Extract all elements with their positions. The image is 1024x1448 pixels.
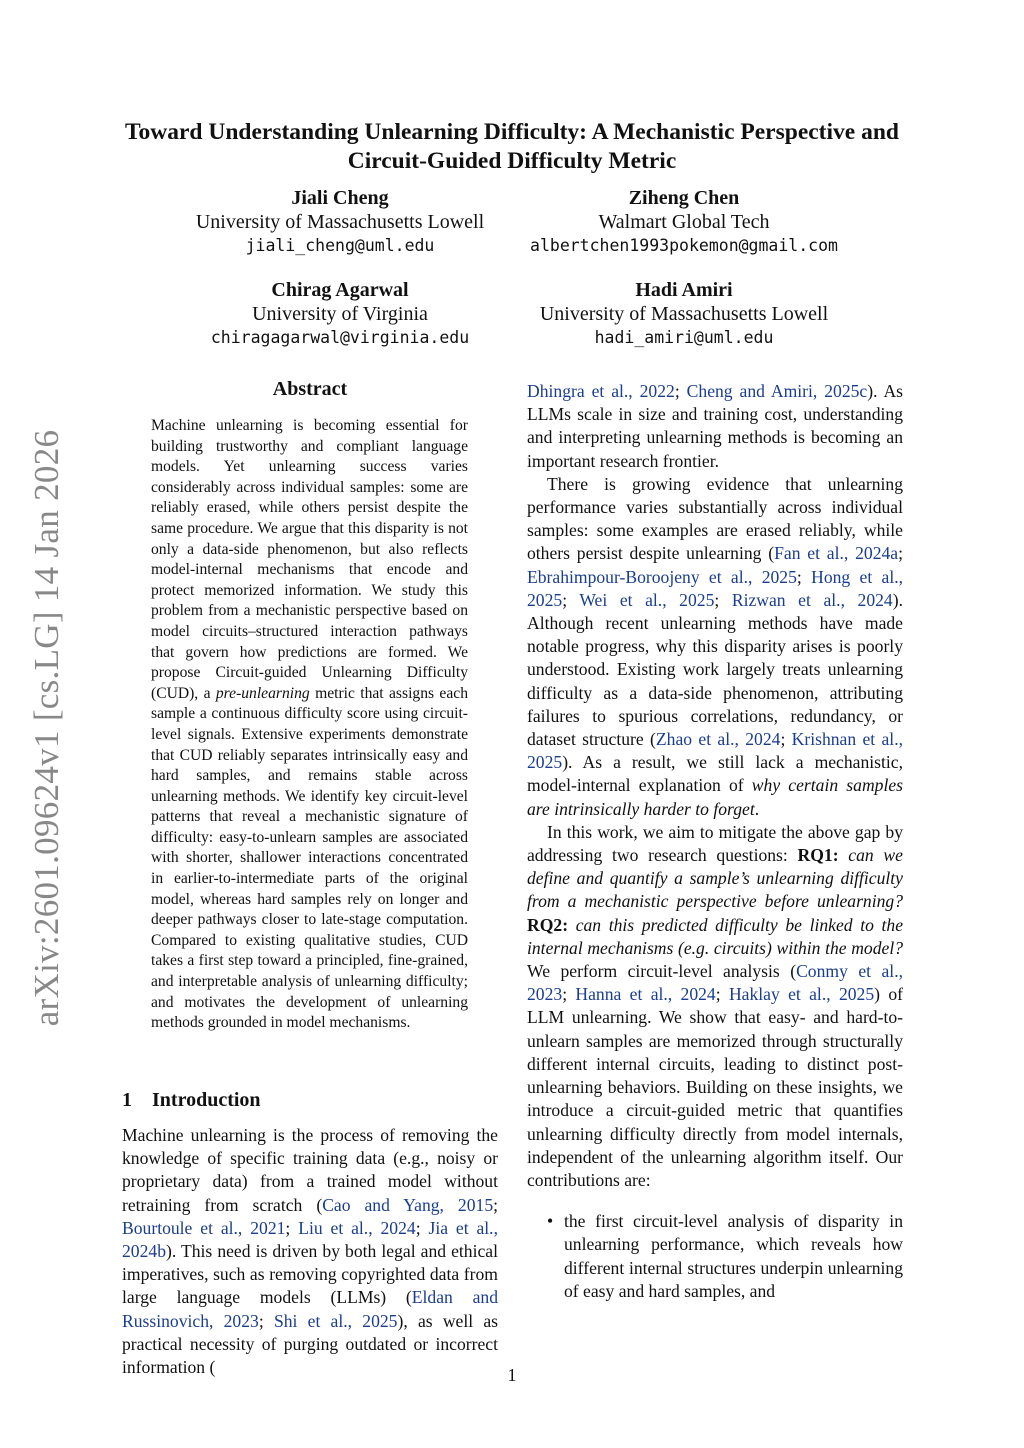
citation-link[interactable]: Bourtoule et al., 2021 — [122, 1217, 286, 1238]
abstract-italic-term: pre-unlearning — [215, 684, 310, 702]
separator: ; — [715, 984, 729, 1005]
citation-link[interactable]: Cao and Yang, 2015 — [322, 1194, 494, 1215]
author-block — [150, 278, 530, 350]
contribution-list — [527, 1210, 903, 1303]
separator: ; — [415, 1217, 429, 1238]
author-name: Hadi Amiri — [635, 279, 733, 301]
citation-link[interactable]: Fan et al., 2024a — [774, 543, 899, 564]
citation-link[interactable]: Liu et al., 2024 — [298, 1217, 416, 1238]
abstract-text: Machine unlearning is becoming essential for building trustworthy and compliant language models. Yet unlearning success varies considerably across individual samples: some are reliably erased, while others persist despite the same procedure. We argue that this disparity is not only a data-side phenomenon, but also reflects model-internal mechanisms that encode and protect memorized information. We study this problem from a mechanistic perspective based on model circuits–structured interaction pathways that govern how predictions are formed. We propose Circuit-guided Unlearning Difficulty (CUD), a — [151, 417, 468, 702]
citation-link[interactable]: Wei et al., 2025 — [579, 589, 715, 610]
author-name: Ziheng Chen — [628, 187, 740, 209]
author-affiliation: University of Massachusetts Lowell — [195, 211, 485, 233]
text: Machine unlearning is the process of removing the knowledge of specific training data (e.g., noisy or proprietary data) from a trained model without retraining from scratch ( — [122, 1125, 498, 1215]
author-block — [494, 278, 874, 350]
paper-title: Toward Understanding Unlearning Difficulty: A Mechanistic Perspective and Circuit-Guided Difficulty Metric — [125, 119, 899, 174]
text: . — [754, 798, 760, 819]
citation-link[interactable]: Haklay et al., 2025 — [728, 984, 875, 1005]
text: ), as well as practical necessity of purging outdated or incorrect information ( — [122, 1310, 499, 1378]
separator: ; — [898, 543, 903, 564]
intro-paragraph — [527, 473, 903, 821]
intro-paragraph-continued — [527, 380, 903, 473]
author-name: Chirag Agarwal — [271, 279, 409, 301]
citation-link[interactable]: Shi et al., 2025 — [273, 1310, 398, 1331]
citation-link[interactable]: Dhingra et al., 2022 — [527, 381, 675, 401]
author-name: Jiali Cheng — [291, 187, 389, 209]
author-email[interactable]: jiali_cheng@uml.edu — [245, 236, 435, 255]
italic-text: why certain samples are intrinsically harder to forget — [527, 775, 903, 819]
text: We perform circuit-level analysis ( — [527, 961, 797, 982]
text: ) of LLM unlearning. We show that easy- and hard-to-unlearn samples are memorized through structurally different internal circuits, leading to distinct post-unlearning behaviors. Building on these insights, we introduce a circuit-guided metric that quantifies unlearning difficulty directly from model internals, independent of the unlearning algorithm itself. Our contributions are: — [527, 984, 903, 1190]
citation-link[interactable]: Zhao et al., 2024 — [655, 729, 781, 750]
separator: ; — [714, 589, 732, 610]
text: In this work, we aim to mitigate the above gap by addressing two research questions: — [527, 821, 903, 866]
author-block — [494, 186, 874, 258]
author-block — [150, 186, 530, 258]
section-title: Introduction — [152, 1089, 261, 1111]
author-email[interactable]: hadi_amiri@uml.edu — [594, 328, 774, 347]
right-column — [527, 380, 903, 1303]
separator: ; — [562, 984, 576, 1005]
abstract-body — [151, 416, 468, 1034]
abstract-heading: Abstract — [272, 378, 348, 400]
citation-link[interactable]: Hanna et al., 2024 — [575, 984, 716, 1005]
citation-link[interactable]: Eldan and Russinovich, 2023 — [122, 1287, 499, 1331]
text: There is growing evidence that unlearning performance varies substantially across individual samples: some examples are erased reliably, while others persist despite unlearning ( — [527, 473, 903, 564]
text: ). Although recent unlearning methods have made notable progress, why this disparity arises is poorly understood. Existing work largely treats unlearning difficulty as a data-side phenomenon, attributing failures to spurious correlations, redundancy, or dataset structure ( — [527, 589, 903, 750]
author-email[interactable]: chiragagarwal@virginia.edu — [210, 328, 470, 347]
abstract-text: metric that assigns each sample a continuous difficulty score using circuit-level signals. Extensive experiments demonstrate that CUD reliably separates intrinsically easy and hard samples, and remains stable across unlearning methods. We identify key circuit-level patterns that reveal a mechanistic signature of difficulty: easy-to-unlearn samples are associated with shorter, shallower interactions concentrated in earlier-to-intermediate parts of the original model, whereas hard samples rely on longer and deeper pathways closer to late-stage computation. Compared to existing qualitative studies, CUD takes a first step toward a principled, fine-grained, and interpretable analysis of unlearning difficulty; and motivates the development of unlearning methods grounded in model mechanisms. — [151, 684, 468, 1032]
left-column — [122, 1124, 498, 1379]
separator: ; — [493, 1194, 499, 1215]
separator: ; — [562, 589, 580, 610]
citation-link[interactable]: Krishnan et al., 2025 — [527, 729, 903, 773]
text: ). This need is driven by both legal and ethical imperatives, such as removing copyrighted data from large language models (LLMs) ( — [122, 1241, 498, 1308]
separator: ; — [796, 566, 812, 587]
citation-link[interactable]: Cheng and Amiri, 2025c — [686, 381, 868, 401]
citation-link[interactable]: Rizwan et al., 2024 — [731, 589, 893, 610]
section-heading — [122, 1089, 261, 1112]
rq1-text: can we define and quantify a sample’s unlearning difficulty from a mechanistic perspective before unlearning? — [527, 845, 903, 912]
author-affiliation: University of Virginia — [252, 303, 428, 325]
rq2-label: RQ2: — [527, 914, 569, 935]
text: ). As LLMs scale in size and training cost, understanding and interpreting unlearning methods is becoming an important research frontier. — [527, 381, 904, 471]
intro-paragraph — [122, 1124, 498, 1379]
separator: ; — [258, 1310, 274, 1331]
page-number: 1 — [507, 1365, 517, 1385]
author-affiliation: Walmart Global Tech — [598, 211, 770, 233]
intro-paragraph — [527, 821, 903, 1192]
separator: ; — [780, 729, 792, 750]
list-item: • the first circuit-level analysis of disparity in unlearning performance, which reveals how different internal structures underpin unlearning of easy and hard samples, and — [527, 1210, 903, 1303]
citation-link[interactable]: Conmy et al., 2023 — [527, 961, 903, 1005]
text: ). As a result, we still lack a mechanistic, model-internal explanation of — [527, 752, 903, 796]
rq2-text: can this predicted difficulty be linked to the internal mechanisms (e.g. circuits) within the model? — [527, 914, 903, 958]
arxiv-stamp: arXiv:2601.09624v1 [cs.LG] 14 Jan 2026 — [27, 429, 66, 1027]
author-email[interactable]: albertchen1993pokemon@gmail.com — [530, 236, 838, 255]
section-number: 1 — [122, 1089, 132, 1111]
citation-link[interactable]: Jia et al., 2024b — [122, 1217, 498, 1262]
rq1-label: RQ1: — [797, 845, 839, 866]
separator: ; — [285, 1217, 299, 1238]
citation-link[interactable]: Ebrahimpour-Boroojeny et al., 2025 — [527, 566, 797, 587]
citation-link[interactable]: Hong et al., 2025 — [527, 566, 904, 610]
separator: ; — [674, 381, 687, 401]
author-affiliation: University of Massachusetts Lowell — [539, 303, 829, 325]
